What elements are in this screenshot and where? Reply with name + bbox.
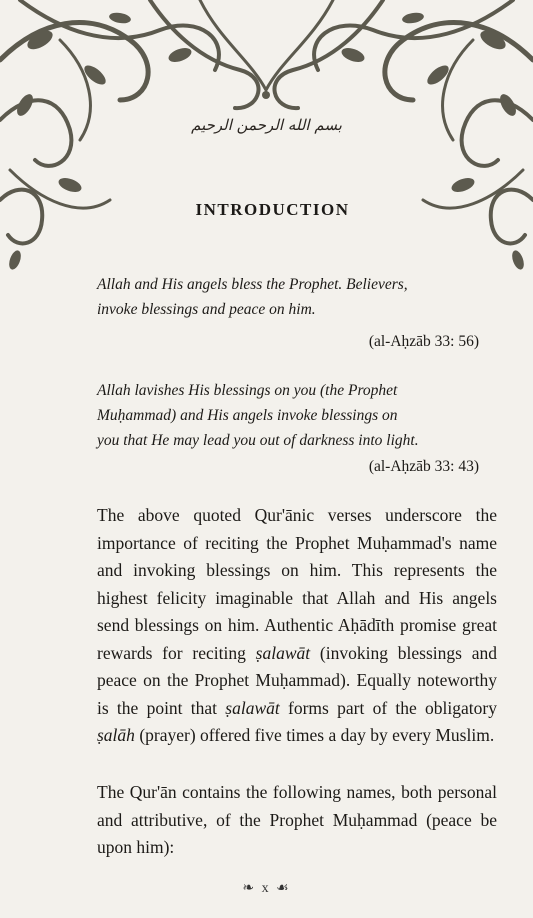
quote-2-reference: (al-Aḥzāb 33: 43) — [368, 458, 479, 475]
quote-2-line-2: Muḥammad) and His angels invoke blessings on — [97, 407, 398, 424]
quote-2-line-1: Allah lavishes His blessings on you (the Prophet — [97, 382, 398, 399]
term-salawat: ṣalawāt — [255, 642, 311, 663]
body-paragraph-1 — [97, 502, 497, 750]
quote-1-line-2: invoke blessings and peace on him. — [97, 301, 316, 318]
folio-number: x — [261, 881, 271, 896]
bismillah-calligraphy: بسم الله الرحمن الرحيم — [191, 116, 342, 134]
page-heading: INTRODUCTION — [195, 200, 350, 219]
quote-block-1 — [97, 272, 497, 322]
quote-block-2 — [97, 378, 497, 453]
quote-1-reference: (al-Aḥzāb 33: 56) — [368, 333, 479, 350]
paragraph-1-text-a: The above quoted Qur'ānic verses underscore the importance of reciting the Prophet Muḥammad's name and invoking blessings on him. This represents the highest felicity imaginable that Allah and His angels send blessings on him. Authentic Aḥādīth promise great rewards for reciting — [97, 505, 497, 663]
paragraph-2-text: The Qur'ān contains the following names, both personal and attributive, of the Prophet Muḥammad (peace be upon him): — [97, 782, 497, 857]
folio-ornament-left-icon: ❧ — [242, 881, 257, 896]
arabesque-header-ornament — [0, 0, 533, 290]
quote-1-line-1: Allah and His angels bless the Prophet. Believers, — [97, 276, 408, 293]
paragraph-1-text-c: forms part of the obligatory — [279, 697, 497, 718]
page-number — [0, 880, 533, 897]
quote-2-line-3: you that He may lead you out of darkness into light. — [97, 432, 419, 449]
paragraph-1-text-b: (invoking blessings and peace on the Prophet Muḥammad). Equally noteworthy is the point that — [97, 642, 497, 718]
term-salah: ṣalāh — [97, 725, 135, 745]
body-paragraph-2 — [97, 779, 497, 862]
term-salawat-2: ṣalawāt — [225, 697, 280, 718]
folio-ornament-right-icon: ☙ — [276, 881, 291, 896]
paragraph-1-text-d: (prayer) offered five times a day by every Muslim. — [134, 725, 495, 745]
